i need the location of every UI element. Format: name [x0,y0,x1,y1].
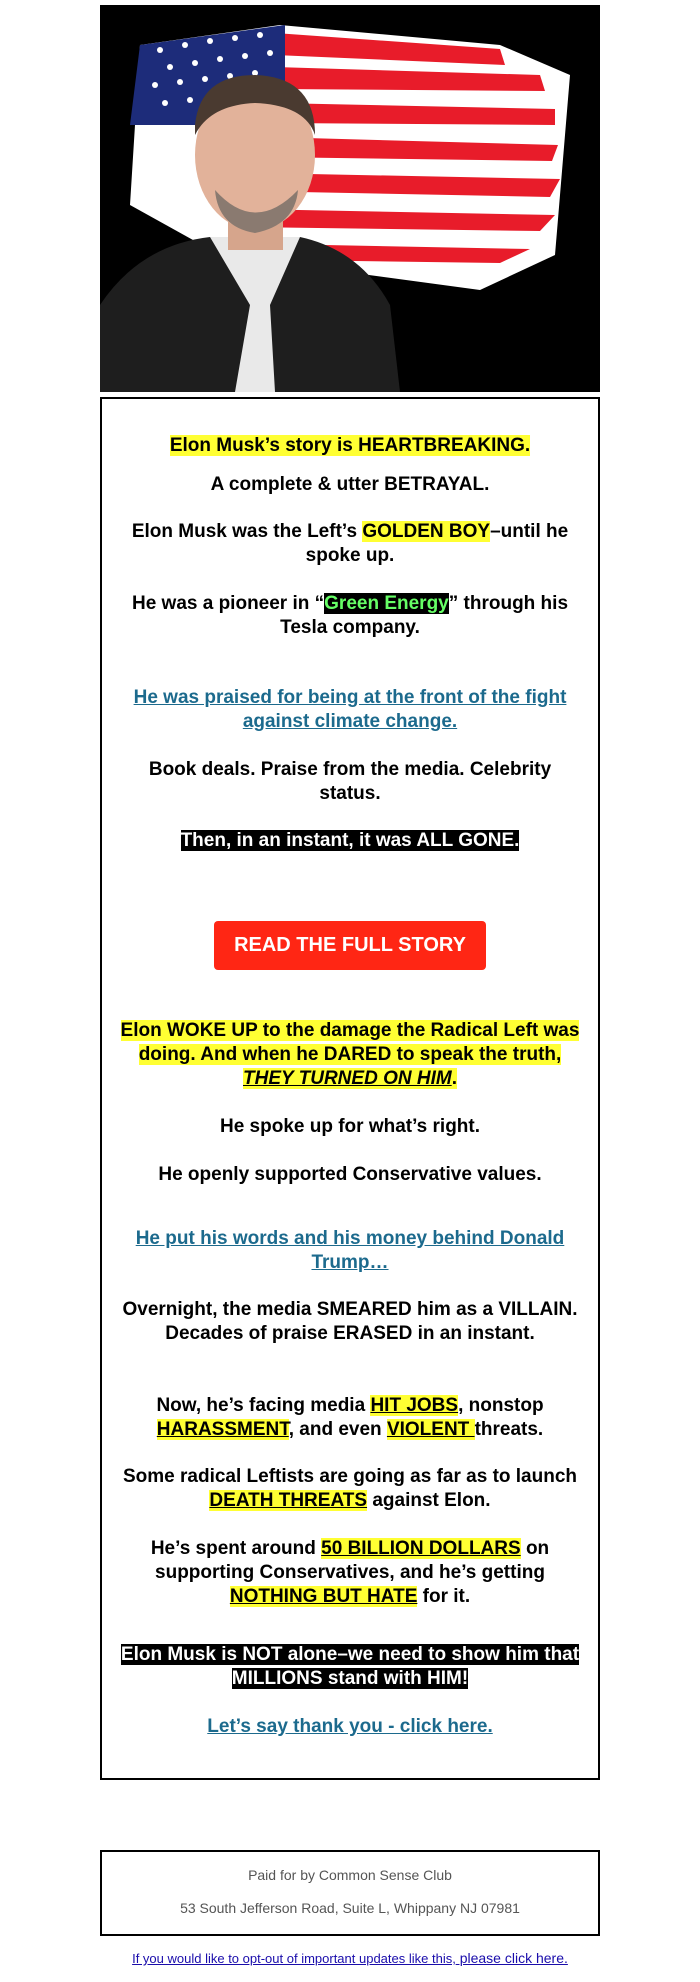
golden-boy-paragraph: Elon Musk was the Left’s GOLDEN BOY–until he spoke up. [131,521,569,566]
thank-you-paragraph [120,1715,580,1739]
trump-link-paragraph [120,1227,580,1275]
conservative-values-line: He openly supported Conservative values. [158,1164,542,1185]
trump-link[interactable]: He put his words and his money behind Donald Trump… [135,1228,565,1273]
opt-out-line [100,1950,600,1966]
green-energy-paragraph: He was a pioneer in “Green Energy” through his Tesla company. [131,593,569,638]
thank-you-link[interactable]: Let’s say thank you - click here. [207,1716,493,1737]
smeared-paragraph: Overnight, the media SMEARED him as a VILLAIN. Decades of praise ERASED in an instant. [122,1299,578,1344]
read-full-story-button[interactable]: READ THE FULL STORY [214,921,486,970]
woke-up-paragraph: Elon WOKE UP to the damage the Radical Left was doing. And when he DARED to speak the truth, THEY TURNED ON HIM. [120,1020,580,1089]
paid-for-by: Paid for by Common Sense Club [248,1867,452,1883]
footer-address: 53 South Jefferson Road, Suite L, Whippany NJ 07981 [180,1900,520,1916]
billion-dollars-paragraph: He’s spent around 50 BILLION DOLLARS on supporting Conservatives, and he’s getting NOTHING BUT HATE for it. [150,1538,550,1607]
climate-link-paragraph [120,686,580,734]
email-content [100,397,600,1780]
hit-jobs-paragraph: Now, he’s facing media HIT JOBS, nonstop HARASSMENT, and even VIOLENT threats. [156,1395,544,1440]
spoke-up-line: He spoke up for what’s right. [219,1116,481,1137]
book-deals-paragraph: Book deals. Praise from the media. Celebrity status. [148,759,552,804]
footer-box [100,1850,600,1936]
all-gone-line: Then, in an instant, it was ALL GONE. [180,830,520,851]
climate-link[interactable]: He was praised for being at the front of the fight against climate change. [133,687,567,732]
not-alone-paragraph: Elon Musk is NOT alone–we need to show him that MILLIONS stand with HIM! [120,1644,580,1689]
hero-image [100,5,600,392]
opt-out-link[interactable]: If you would like to opt-out of important updates like this, please click here. [132,1950,568,1966]
hero-illustration [100,5,600,392]
intro-line: Elon Musk’s story is HEARTBREAKING. [169,435,531,456]
betrayal-line: A complete & utter BETRAYAL. [210,474,490,495]
death-threats-paragraph: Some radical Leftists are going as far as to launch DEATH THREATS against Elon. [122,1466,578,1511]
